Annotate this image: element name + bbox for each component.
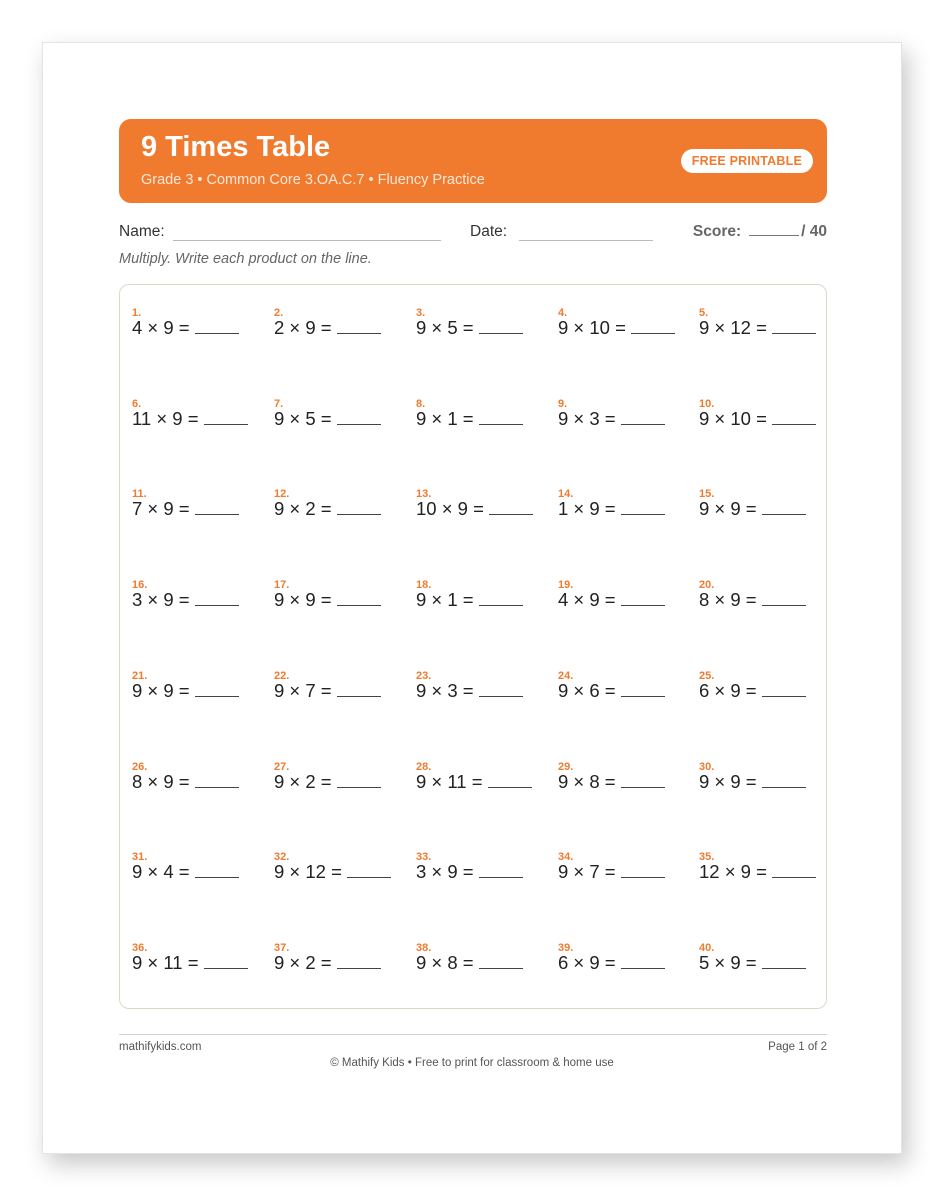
problem-number: 33.: [416, 851, 432, 864]
answer-line[interactable]: [762, 591, 806, 606]
problem-number: 7.: [274, 397, 284, 410]
date-line[interactable]: [519, 240, 653, 241]
problem-item: [132, 488, 272, 528]
page-title: 9 Times Table: [141, 131, 331, 163]
problem-expression-text: 9 × 12 =: [274, 861, 342, 883]
problem-item: [699, 488, 839, 528]
problem-expression: [416, 589, 523, 611]
problem-item: [416, 488, 556, 528]
problem-number: 21.: [132, 669, 148, 682]
answer-line[interactable]: [621, 500, 665, 515]
problem-expression-text: 12 × 9 =: [699, 861, 767, 883]
problem-expression: [699, 408, 816, 430]
problem-number: 29.: [558, 760, 574, 773]
problem-item: [416, 670, 556, 710]
problem-item: [274, 307, 414, 347]
problem-expression-text: 9 × 4 =: [132, 861, 190, 883]
problem-expression: [416, 317, 523, 339]
problem-expression-text: 9 × 1 =: [416, 589, 474, 611]
problem-number: 27.: [274, 760, 290, 773]
problem-number: 12.: [274, 488, 290, 501]
problem-expression: [558, 317, 675, 339]
student-info-row: [119, 221, 827, 245]
name-line[interactable]: [173, 240, 441, 241]
problem-expression: [132, 408, 248, 430]
problem-item: [132, 307, 272, 347]
problem-expression-text: 10 × 9 =: [416, 498, 484, 520]
problem-number: 32.: [274, 851, 290, 864]
problem-item: [558, 851, 698, 891]
problem-expression: [416, 952, 523, 974]
problem-expression-text: 9 × 11 =: [132, 951, 199, 973]
problem-item: [416, 398, 556, 438]
problem-item: [699, 761, 839, 801]
answer-line[interactable]: [337, 410, 381, 425]
problem-expression-text: 9 × 7 =: [274, 679, 332, 701]
problem-expression-text: 3 × 9 =: [132, 589, 190, 611]
problem-expression-text: 9 × 11 =: [416, 770, 483, 792]
problem-number: 38.: [416, 941, 432, 954]
problem-expression: [558, 408, 665, 430]
problem-item: [274, 670, 414, 710]
problem-expression: [416, 408, 523, 430]
problem-expression-text: 9 × 8 =: [558, 770, 616, 792]
problem-expression-text: 9 × 2 =: [274, 951, 332, 973]
problem-expression-text: 8 × 9 =: [132, 770, 190, 792]
problem-number: 4.: [558, 307, 568, 319]
problem-expression: [558, 952, 665, 974]
problem-expression: [132, 589, 239, 611]
problem-item: [558, 307, 698, 347]
problem-item: [699, 307, 839, 347]
problem-number: 24.: [558, 669, 574, 682]
problem-number: 22.: [274, 669, 290, 682]
problem-expression: [558, 498, 665, 520]
problem-expression: [274, 317, 381, 339]
problem-item: [558, 761, 698, 801]
answer-line[interactable]: [195, 500, 239, 515]
problem-grid: [119, 284, 827, 1009]
problem-expression: [558, 680, 665, 702]
footer-copyright: © Mathify Kids • Free to print for classroom & home use: [330, 1057, 614, 1069]
problem-number: 23.: [416, 669, 432, 682]
problem-item: [558, 488, 698, 528]
answer-line[interactable]: [621, 410, 665, 425]
problem-expression-text: 9 × 9 =: [274, 589, 332, 611]
answer-line[interactable]: [195, 863, 239, 878]
problem-item: [416, 307, 556, 347]
problem-item: [416, 761, 556, 801]
problem-number: 15.: [699, 488, 715, 501]
problem-item: [132, 761, 272, 801]
answer-line[interactable]: [621, 773, 665, 788]
answer-line[interactable]: [631, 319, 675, 334]
problem-item: [699, 398, 839, 438]
problem-expression-text: 9 × 2 =: [274, 770, 332, 792]
problem-expression: [132, 952, 248, 974]
problem-number: 13.: [416, 488, 432, 501]
problem-number: 18.: [416, 579, 432, 592]
answer-line[interactable]: [762, 773, 806, 788]
answer-line[interactable]: [762, 954, 806, 969]
problem-item: [416, 579, 556, 619]
problem-number: 26.: [132, 760, 148, 773]
problem-expression-text: 2 × 9 =: [274, 317, 332, 338]
answer-line[interactable]: [347, 863, 391, 878]
problem-number: 31.: [132, 851, 148, 864]
problem-number: 6.: [132, 397, 142, 410]
problem-item: [132, 579, 272, 619]
problem-expression-text: 9 × 2 =: [274, 498, 332, 520]
answer-line[interactable]: [337, 591, 381, 606]
problem-item: [274, 851, 414, 891]
answer-line[interactable]: [772, 319, 816, 334]
problem-expression: [274, 771, 381, 793]
answer-line[interactable]: [489, 500, 533, 515]
problem-item: [132, 670, 272, 710]
problem-expression-text: 9 × 5 =: [274, 407, 332, 429]
problem-item: [558, 579, 698, 619]
instructions: Multiply. Write each product on the line.: [119, 251, 372, 267]
problem-number: 14.: [558, 488, 574, 501]
name-label: Name:: [119, 223, 165, 240]
problem-expression: [274, 680, 381, 702]
problem-number: 2.: [274, 307, 284, 319]
footer-divider: [119, 1034, 827, 1035]
problem-expression-text: 9 × 10 =: [558, 317, 626, 338]
answer-line[interactable]: [337, 773, 381, 788]
problem-expression: [558, 589, 665, 611]
problem-number: 19.: [558, 579, 574, 592]
problem-expression: [132, 771, 239, 793]
problem-expression-text: 9 × 3 =: [558, 407, 616, 429]
problem-item: [699, 942, 839, 982]
problem-expression: [274, 589, 381, 611]
problem-expression-text: 9 × 9 =: [699, 498, 757, 520]
answer-line[interactable]: [204, 410, 248, 425]
problem-number: 17.: [274, 579, 290, 592]
problem-expression-text: 7 × 9 =: [132, 498, 190, 520]
answer-line[interactable]: [762, 500, 806, 515]
problem-number: 39.: [558, 941, 574, 954]
problem-expression-text: 6 × 9 =: [699, 679, 757, 701]
problem-expression: [558, 861, 665, 883]
problem-expression-text: 9 × 3 =: [416, 679, 474, 701]
problem-expression: [416, 861, 523, 883]
answer-line[interactable]: [488, 773, 532, 788]
problem-expression-text: 1 × 9 =: [558, 498, 616, 520]
worksheet-page: [42, 42, 902, 1154]
problem-expression: [274, 408, 381, 430]
problem-expression: [132, 861, 239, 883]
problem-item: [274, 398, 414, 438]
problem-item: [274, 942, 414, 982]
problem-expression-text: 8 × 9 =: [699, 589, 757, 611]
problem-expression-text: 9 × 10 =: [699, 407, 767, 429]
page-subtitle: Grade 3 • Common Core 3.OA.C.7 • Fluency Practice: [141, 172, 485, 188]
score-field: [693, 223, 827, 241]
answer-line[interactable]: [195, 319, 239, 334]
problem-item: [699, 851, 839, 891]
answer-line[interactable]: [479, 410, 523, 425]
problem-number: 11.: [132, 488, 147, 501]
problem-expression-text: 5 × 9 =: [699, 951, 757, 973]
problem-expression: [558, 771, 665, 793]
problem-expression-text: 9 × 12 =: [699, 317, 767, 338]
answer-line[interactable]: [195, 591, 239, 606]
problem-item: [274, 488, 414, 528]
problem-item: [699, 579, 839, 619]
problem-number: 28.: [416, 760, 432, 773]
problem-number: 20.: [699, 579, 715, 592]
problem-expression: [416, 498, 533, 520]
footer-site: mathifykids.com: [119, 1041, 202, 1053]
footer-page-number: Page 1 of 2: [768, 1041, 827, 1053]
problem-item: [132, 398, 272, 438]
problem-item: [558, 942, 698, 982]
problem-expression: [699, 771, 806, 793]
problem-number: 3.: [416, 307, 426, 319]
answer-line[interactable]: [195, 682, 239, 697]
problem-number: 16.: [132, 579, 148, 592]
answer-line[interactable]: [195, 773, 239, 788]
problem-item: [274, 761, 414, 801]
score-total: / 40: [801, 223, 827, 240]
problem-expression-text: 3 × 9 =: [416, 861, 474, 883]
date-label: Date:: [470, 223, 508, 240]
problem-expression: [274, 952, 381, 974]
problem-number: 35.: [699, 851, 715, 864]
answer-line[interactable]: [621, 954, 665, 969]
problem-expression: [132, 498, 239, 520]
problem-expression: [699, 317, 816, 339]
problem-item: [132, 851, 272, 891]
problem-item: [699, 670, 839, 710]
problem-number: 1.: [132, 307, 142, 319]
problem-expression-text: 9 × 9 =: [699, 770, 757, 792]
problem-expression-text: 6 × 9 =: [558, 951, 616, 973]
problem-expression-text: 11 × 9 =: [132, 407, 199, 429]
free-printable-badge: FREE PRINTABLE: [681, 149, 813, 173]
answer-line[interactable]: [621, 591, 665, 606]
header-banner: [119, 119, 827, 203]
answer-line[interactable]: [337, 682, 381, 697]
problem-item: [274, 579, 414, 619]
problem-expression-text: 9 × 6 =: [558, 679, 616, 701]
problem-expression: [699, 680, 806, 702]
problem-expression: [699, 498, 806, 520]
answer-line[interactable]: [204, 954, 248, 969]
problem-expression: [132, 317, 239, 339]
answer-line[interactable]: [337, 954, 381, 969]
answer-line[interactable]: [621, 682, 665, 697]
problem-expression-text: 4 × 9 =: [558, 589, 616, 611]
problem-expression-text: 9 × 7 =: [558, 861, 616, 883]
problem-expression-text: 9 × 1 =: [416, 407, 474, 429]
problem-number: 37.: [274, 941, 290, 954]
problem-expression: [416, 771, 532, 793]
problem-number: 9.: [558, 397, 568, 410]
problem-item: [416, 851, 556, 891]
problem-item: [558, 398, 698, 438]
problem-number: 10.: [699, 397, 715, 410]
problem-item: [132, 942, 272, 982]
problem-number: 30.: [699, 760, 715, 773]
problem-number: 8.: [416, 397, 426, 410]
problem-number: 34.: [558, 851, 574, 864]
problem-expression: [274, 498, 381, 520]
problem-item: [558, 670, 698, 710]
problem-number: 25.: [699, 669, 715, 682]
answer-line[interactable]: [479, 954, 523, 969]
answer-line[interactable]: [479, 682, 523, 697]
answer-line[interactable]: [479, 591, 523, 606]
answer-line[interactable]: [337, 500, 381, 515]
problem-expression: [699, 952, 806, 974]
problem-number: 40.: [699, 941, 715, 954]
answer-line[interactable]: [479, 319, 523, 334]
problem-expression: [132, 680, 239, 702]
problem-number: 5.: [699, 307, 709, 319]
problem-item: [416, 942, 556, 982]
answer-line[interactable]: [479, 863, 523, 878]
score-line[interactable]: [749, 235, 799, 236]
problem-expression-text: 9 × 9 =: [132, 679, 190, 701]
problem-number: 36.: [132, 941, 148, 954]
problem-expression: [699, 589, 806, 611]
problem-expression-text: 9 × 8 =: [416, 951, 474, 973]
problem-expression: [274, 861, 391, 883]
answer-line[interactable]: [762, 682, 806, 697]
answer-line[interactable]: [621, 863, 665, 878]
answer-line[interactable]: [772, 410, 816, 425]
problem-expression-text: 9 × 5 =: [416, 317, 474, 338]
answer-line[interactable]: [337, 319, 381, 334]
problem-expression-text: 4 × 9 =: [132, 317, 190, 338]
answer-line[interactable]: [772, 863, 816, 878]
problem-expression: [699, 861, 816, 883]
problem-expression: [416, 680, 523, 702]
score-label: Score:: [692, 223, 742, 240]
